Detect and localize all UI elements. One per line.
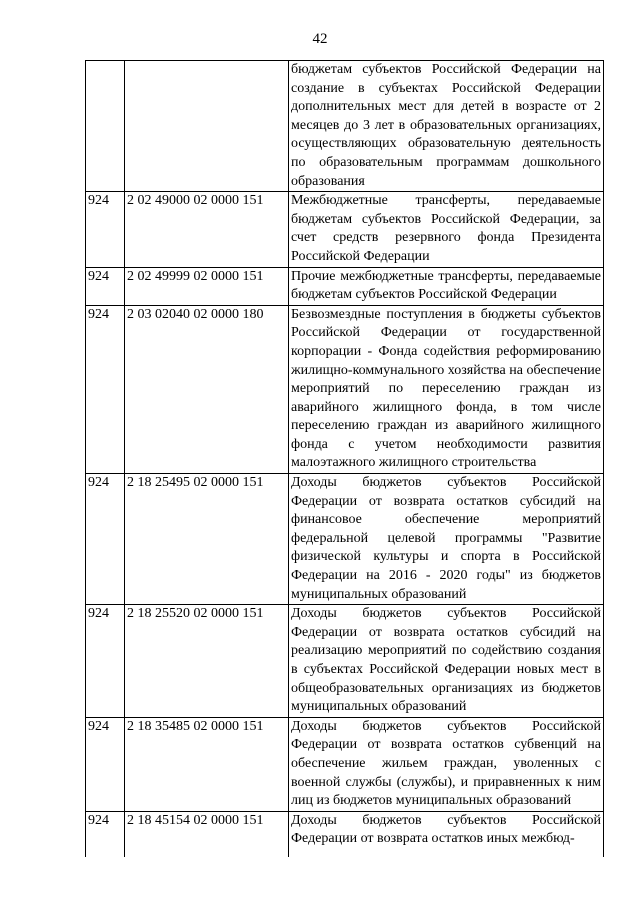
budget-classification-code-cell: 2 18 25520 02 0000 151 (125, 605, 289, 718)
table-row (86, 267, 604, 305)
admin-code-cell: 924 (86, 811, 125, 857)
table-row (86, 717, 604, 811)
admin-code-cell: 924 (86, 474, 125, 605)
revenue-name-cell: Прочие межбюджетные трансферты, передаваемые бюджетам субъектов Российской Федерации (289, 267, 604, 305)
budget-classification-code-cell: 2 18 35485 02 0000 151 (125, 717, 289, 811)
budget-classification-code-cell: 2 18 45154 02 0000 151 (125, 811, 289, 857)
admin-code-cell: 924 (86, 605, 125, 718)
budget-classification-code-cell: 2 18 25495 02 0000 151 (125, 474, 289, 605)
budget-classification-code-cell (125, 61, 289, 192)
revenue-name-cell: Доходы бюджетов субъектов Российской Федерации от возврата остатков иных межбюд- (289, 811, 604, 857)
revenue-name-cell: Доходы бюджетов субъектов Российской Федерации от возврата остатков субвенций на обеспечение жильем граждан, уволенных с военной службы (службы), и приравненных к ним лиц из бюджетов муниципальных образований (289, 717, 604, 811)
table-row (86, 811, 604, 857)
admin-code-cell: 924 (86, 192, 125, 267)
budget-classification-code-cell: 2 02 49000 02 0000 151 (125, 192, 289, 267)
revenue-name-cell: Межбюджетные трансферты, передаваемые бюджетам субъектов Российской Федерации, за счет средств резервного фонда Президента Российской Федерации (289, 192, 604, 267)
revenue-name-cell: Доходы бюджетов субъектов Российской Федерации от возврата остатков субсидий на финансовое обеспечение мероприятий федеральной целевой программы "Развитие физической культуры и спорта в Российской Федерации на 2016 - 2020 годы" из бюджетов муниципальных образований (289, 474, 604, 605)
budget-classification-code-cell: 2 03 02040 02 0000 180 (125, 305, 289, 473)
budget-classification-code-cell: 2 02 49999 02 0000 151 (125, 267, 289, 305)
admin-code-cell: 924 (86, 717, 125, 811)
page-number: 42 (312, 31, 328, 47)
table-row (86, 61, 604, 192)
table-row (86, 305, 604, 473)
table-row (86, 474, 604, 605)
revenue-name-cell: Доходы бюджетов субъектов Российской Федерации от возврата остатков субсидий на реализацию мероприятий по содействию создания в субъектах Российской Федерации новых мест в общеобразовательных организациях из бюджетов муниципальных образований (289, 605, 604, 718)
budget-codes-table (85, 60, 604, 857)
admin-code-cell (86, 61, 125, 192)
table-row (86, 605, 604, 718)
admin-code-cell: 924 (86, 305, 125, 473)
table-row (86, 192, 604, 267)
admin-code-cell: 924 (86, 267, 125, 305)
revenue-name-cell: бюджетам субъектов Российской Федерации на создание в субъектах Российской Федерации дополнительных мест для детей в возрасте от 2 месяцев до 3 лет в образовательных организациях, осуществляющих образовательную деятельность по образовательным программам дошкольного образования (289, 61, 604, 192)
revenue-name-cell: Безвозмездные поступления в бюджеты субъектов Российской Федерации от государственной корпорации - Фонда содействия реформированию жилищно-коммунального хозяйства на обеспечение мероприятий по переселению граждан из аварийного жилищного фонда, в том числе переселению граждан из аварийного жилищного фонда с учетом необходимости развития малоэтажного жилищного строительства (289, 305, 604, 473)
